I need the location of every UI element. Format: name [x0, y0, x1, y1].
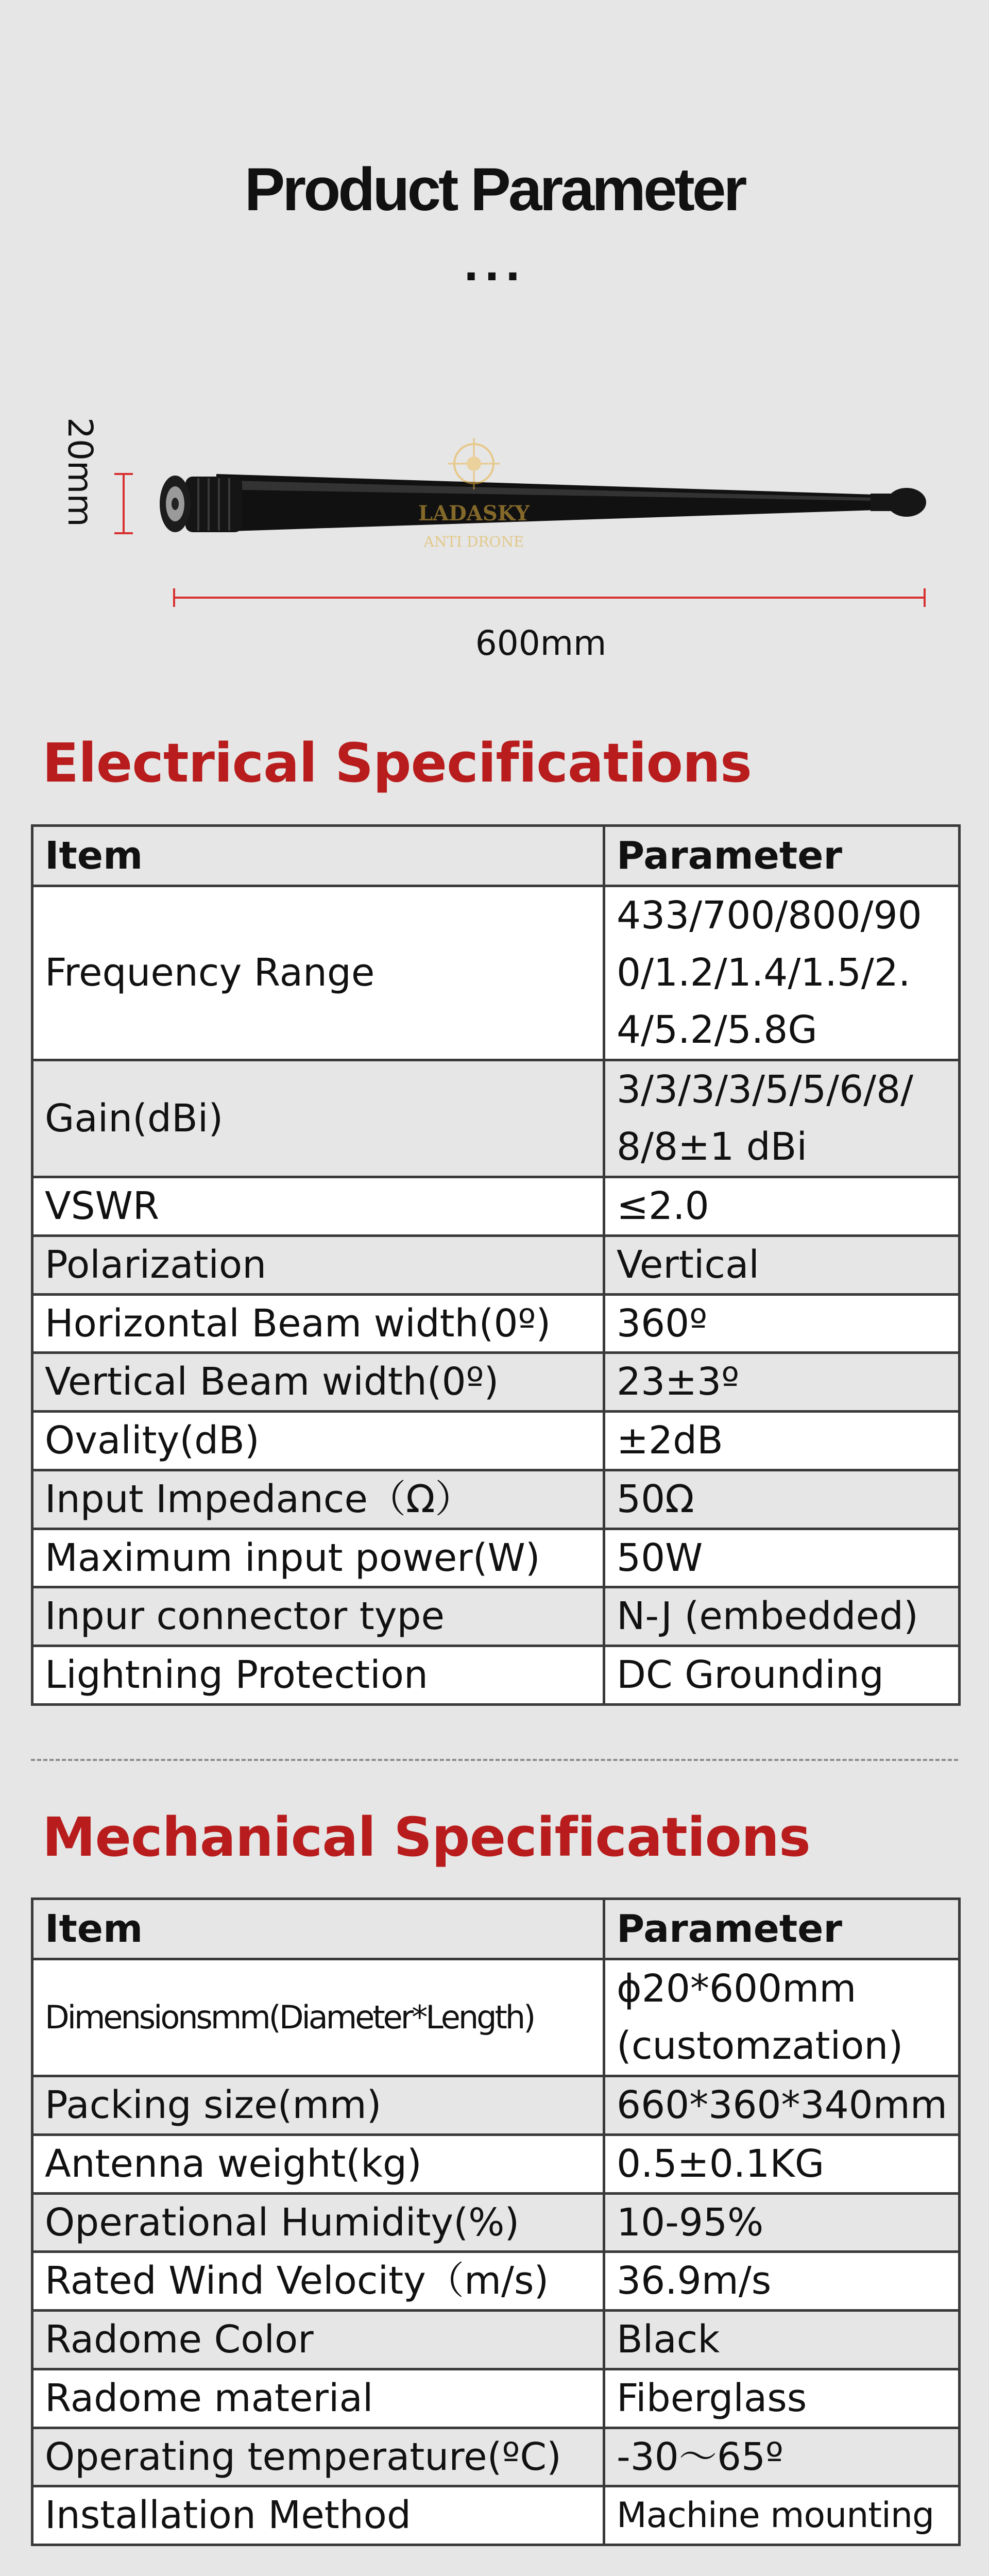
- table-row: [32, 1060, 960, 1177]
- spec-value: Vertical: [604, 1235, 960, 1294]
- spec-value: ±2dB: [604, 1412, 960, 1470]
- table-row: [32, 1529, 960, 1587]
- mechanical-section-title: Mechanical Specifications: [42, 1806, 810, 1869]
- title-ellipsis: ...: [463, 242, 526, 290]
- spec-item: Lightning Protection: [32, 1646, 604, 1705]
- spec-item: VSWR: [32, 1177, 604, 1236]
- spec-item: Polarization: [32, 1235, 604, 1294]
- diameter-label: 20mm: [60, 417, 100, 527]
- antenna-sleeve: [185, 477, 242, 532]
- table-row: [32, 1412, 960, 1470]
- spec-value: Machine mounting: [604, 2486, 960, 2545]
- table-row: [32, 886, 960, 1060]
- spec-item: Inpur connector type: [32, 1587, 604, 1646]
- electrical-section-title: Electrical Specifications: [42, 732, 752, 794]
- table-header-row: [32, 826, 960, 886]
- length-label: 600mm: [475, 623, 607, 663]
- spec-value: 50W: [604, 1529, 960, 1587]
- spec-value: ϕ20*600mm (customzation): [604, 1959, 960, 2076]
- watermark-subtitle: ANTI DRONE: [423, 533, 524, 550]
- spec-value: ≤2.0: [604, 1177, 960, 1236]
- spec-item: Maximum input power(W): [32, 1529, 604, 1587]
- table-row: [32, 1294, 960, 1353]
- electrical-spec-table: [31, 824, 961, 1706]
- spec-item: Operating temperature(ºC): [32, 2428, 604, 2486]
- spec-item: Frequency Range: [32, 886, 604, 1060]
- spec-item: Packing size(mm): [32, 2076, 604, 2135]
- table-row: [32, 2428, 960, 2486]
- spec-value: 23±3º: [604, 1353, 960, 1412]
- table-row: [32, 2134, 960, 2193]
- spec-value: 3/3/3/3/5/5/6/8/8/8±1 dBi: [604, 1060, 960, 1177]
- spec-value: 36.9m/s: [604, 2252, 960, 2311]
- spec-value: 0.5±0.1KG: [604, 2134, 960, 2193]
- spec-value: 660*360*340mm: [604, 2076, 960, 2135]
- spec-value: 50Ω: [604, 1470, 960, 1529]
- spec-item: Gain(dBi): [32, 1060, 604, 1177]
- spec-value: N-J (embedded): [604, 1587, 960, 1646]
- watermark-brand: LADASKY: [418, 501, 530, 526]
- spec-item: Ovality(dB): [32, 1412, 604, 1470]
- spec-item: Radome Color: [32, 2311, 604, 2369]
- spec-value: -30～65º: [604, 2428, 960, 2486]
- watermark-emblem-icon: [397, 435, 551, 497]
- table-row: [32, 2369, 960, 2428]
- table-row: [32, 2486, 960, 2545]
- table-row: [32, 2193, 960, 2252]
- table-row: [32, 2311, 960, 2369]
- spec-value: DC Grounding: [604, 1646, 960, 1705]
- column-header-item: Item: [32, 1899, 604, 1959]
- spec-item: Installation Method: [32, 2486, 604, 2545]
- spec-value: 433/700/800/900/1.2/1.4/1.5/2.4/5.2/5.8G: [604, 886, 960, 1060]
- table-row: [32, 2076, 960, 2135]
- spec-value: Fiberglass: [604, 2369, 960, 2428]
- spec-value: Black: [604, 2311, 960, 2369]
- table-header-row: [32, 1899, 960, 1959]
- spec-item: Input Impedance（Ω）: [32, 1470, 604, 1529]
- spec-item: Horizontal Beam width(0º): [32, 1294, 604, 1353]
- table-row: [32, 1959, 960, 2076]
- table-row: [32, 1235, 960, 1294]
- brand-watermark: [397, 435, 551, 569]
- table-row: [32, 1587, 960, 1646]
- spec-item: Vertical Beam width(0º): [32, 1353, 604, 1412]
- spec-value: 360º: [604, 1294, 960, 1353]
- table-row: [32, 1353, 960, 1412]
- table-row: [32, 1177, 960, 1236]
- spec-item: Operational Humidity(%): [32, 2193, 604, 2252]
- page-title: Product Parameter: [244, 156, 745, 224]
- spec-item: Radome material: [32, 2369, 604, 2428]
- column-header-parameter: Parameter: [604, 1899, 960, 1959]
- spec-item: Rated Wind Velocity（m/s): [32, 2252, 604, 2311]
- spec-value: 10-95%: [604, 2193, 960, 2252]
- column-header-item: Item: [32, 826, 604, 886]
- spec-item: Antenna weight(kg): [32, 2134, 604, 2193]
- table-row: [32, 1470, 960, 1529]
- section-divider: [31, 1759, 958, 1761]
- table-row: [32, 2252, 960, 2311]
- spec-item: Dimensionsmm(Diameter*Length): [32, 1959, 604, 2076]
- column-header-parameter: Parameter: [604, 826, 960, 886]
- mechanical-spec-table: [31, 1897, 961, 2546]
- table-row: [32, 1646, 960, 1705]
